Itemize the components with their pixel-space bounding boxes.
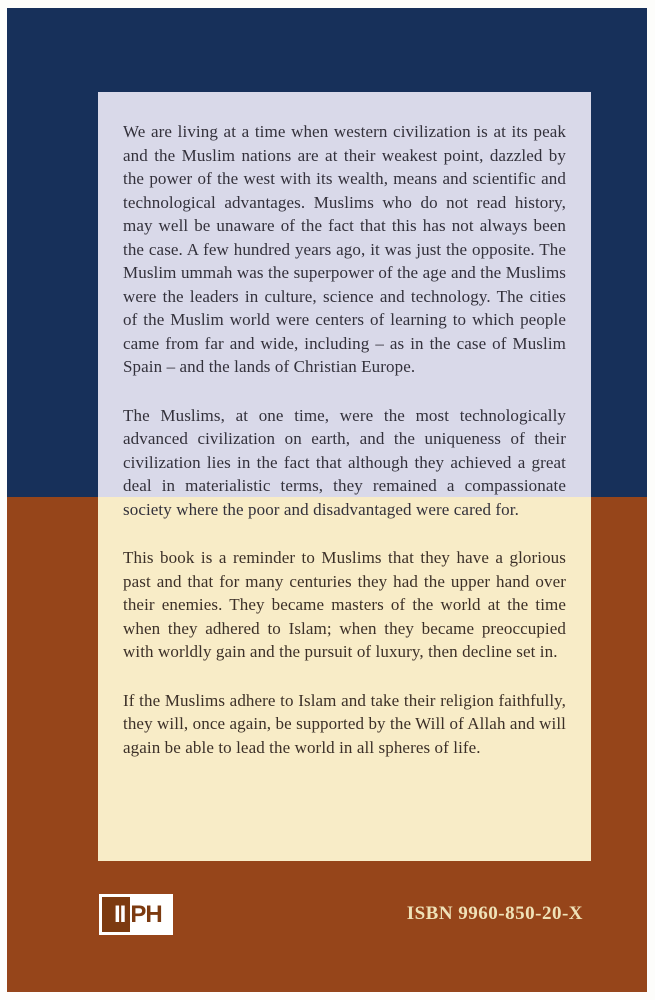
isbn-text: ISBN 9960-850-20-X bbox=[406, 903, 583, 924]
publisher-logo-iiph bbox=[99, 894, 173, 935]
logo-text-left: II bbox=[102, 897, 137, 932]
paragraph-2: The Muslims, at one time, were the most technologically advanced civilization on earth, and the uniqueness of their civilization lies in the fact that although they achieved a great deal in materialistic terms, they remained a compassionate society where the poor and disadvantaged were cared for. bbox=[123, 405, 566, 519]
paragraph-1: We are living at a time when western civilization is at its peak and the Muslim nations are at their weakest point, dazzled by the power of the west with its wealth, means and scientific and technological advantages. Muslims who do not read history, may well be unaware of the fact that this has not always been the case. A few hundred years ago, it was just the opposite. The Muslim ummah was the superpower of the age and the Muslims were the leaders in culture, science and technology. The cities of the Muslim world were centers of learning to which people came from far and wide, including – as in the case of Muslim Spain – and the lands of Christian Europe. bbox=[123, 122, 566, 376]
paragraph-3: This book is a reminder to Muslims that they have a glorious past and that for many centuries they had the upper hand over their enemies. They became masters of the world at the time when they adhered to Islam; when they became preoccupied with worldly gain and the pursuit of luxury, then decline set in. bbox=[123, 548, 566, 661]
book-back-cover bbox=[7, 8, 647, 992]
logo-text-right: PH bbox=[130, 897, 170, 932]
paragraph-4: If the Muslims adhere to Islam and take their religion faithfully, they will, once again, be supported by the Will of Allah and will again be able to lead the world in all spheres of life. bbox=[123, 690, 566, 757]
text-panel bbox=[98, 92, 591, 861]
